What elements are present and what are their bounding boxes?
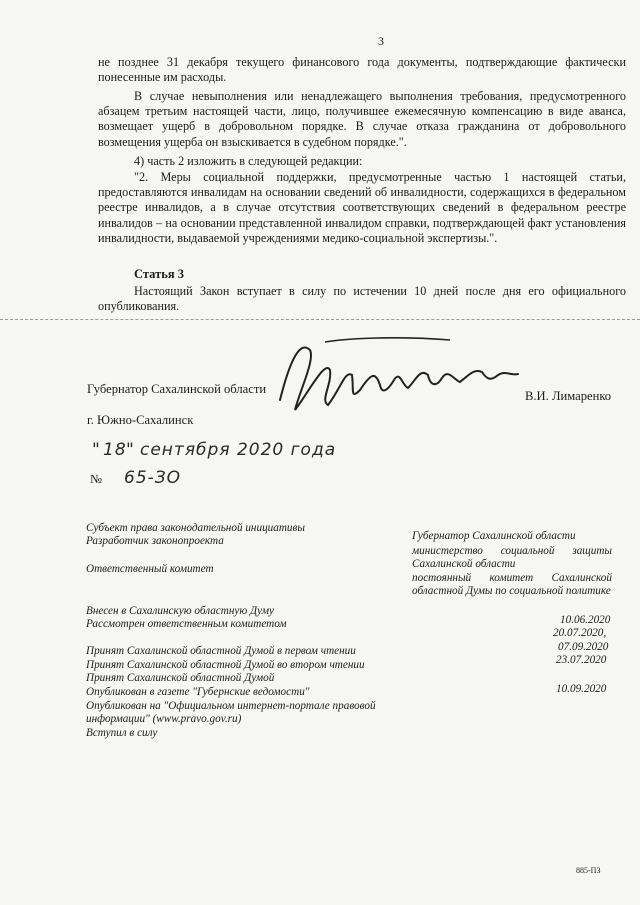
- date-day: 18: [103, 440, 127, 460]
- governor-name: В.И. Лимаренко: [525, 389, 612, 403]
- scan-artifact-line: [0, 319, 640, 320]
- article-text: Настоящий Закон вступает в силу по истечении 10 дней после дня его официального опубликования.: [98, 284, 626, 314]
- paragraph-1: не позднее 31 декабря текущего финансового года документы, подтверждающие фактически понесенные им расходы.: [98, 55, 626, 85]
- label-second-reading: Принят Сахалинской областной Думой во втором чтении: [86, 659, 365, 671]
- label-committee: Ответственный комитет: [86, 563, 214, 575]
- label-first-reading: Принят Сахалинской областной Думой в первом чтении: [86, 645, 356, 657]
- city-label: г. Южно-Сахалинск: [87, 413, 194, 427]
- value-developer: министерство социальной защиты Сахалинской области: [412, 545, 612, 571]
- date-handwritten: сентября 2020 года: [140, 440, 337, 460]
- value-subject: Губернатор Сахалинской области: [412, 530, 576, 542]
- date-quote-close: ": [126, 440, 135, 460]
- label-entered-force: Вступил в силу: [86, 727, 158, 739]
- handwritten-signature: [270, 330, 530, 420]
- article-title: Статья 3: [134, 267, 184, 281]
- page-number: 3: [378, 34, 384, 48]
- label-subject: Субъект права законодательной инициативы: [86, 522, 305, 534]
- paragraph-2: В случае невыполнения или ненадлежащего выполнения требования, предусмотренного абзацем третьим настоящей части, лицо, получившее ежемесячную компенсацию в виде аванса, возмещает ущерб в добровольном порядке. В случае отказа гражданина от добровольного возмещения ущерба он взыскивается в судебном порядке.".: [98, 89, 626, 149]
- label-published-newspaper: Опубликован в газете "Губернские ведомости": [86, 686, 310, 698]
- label-reviewed: Рассмотрен ответственным комитетом: [86, 618, 287, 630]
- paragraph-4: "2. Меры социальной поддержки, предусмотренные частью 1 настоящей статьи, предоставляются инвалидам на основании сведений об инвалидности, содержащихся в федеральном реестре инвалидов, а в случае отсутствия соответствующих сведений в федеральном реестре инвалидов – на основании представленной инвалидом справки, подтверждающей факт установления инвалидности, выдаваемой учреждениями медико-социальной экспертизы.".: [98, 170, 626, 245]
- governor-label: Губернатор Сахалинской области: [87, 382, 267, 396]
- value-committee: постоянный комитет Сахалинской областной Думы по социальной политике: [412, 572, 612, 598]
- date-second-reading: 23.07.2020: [556, 654, 607, 666]
- footer-code: 885-ПЗ: [576, 866, 601, 875]
- date-submitted: 10.06.2020: [560, 614, 611, 626]
- number-sign: №: [90, 472, 103, 486]
- date-first-reading: 07.09.2020: [558, 641, 609, 653]
- number-handwritten: 65-ЗО: [124, 468, 182, 488]
- label-published-portal: Опубликован на "Официальном интернет-портале правовой информации" (www.pravo.gov.ru): [86, 700, 376, 726]
- paragraph-3: 4) часть 2 изложить в следующей редакции:: [134, 154, 363, 168]
- label-developer: Разработчик законопроекта: [86, 535, 224, 547]
- date-quote-open: ": [92, 440, 101, 460]
- date-published: 10.09.2020: [556, 683, 607, 695]
- label-submitted: Внесен в Сахалинскую областную Думу: [86, 605, 274, 617]
- label-adopted: Принят Сахалинской областной Думой: [86, 672, 275, 684]
- date-reviewed: 20.07.2020,: [553, 627, 607, 639]
